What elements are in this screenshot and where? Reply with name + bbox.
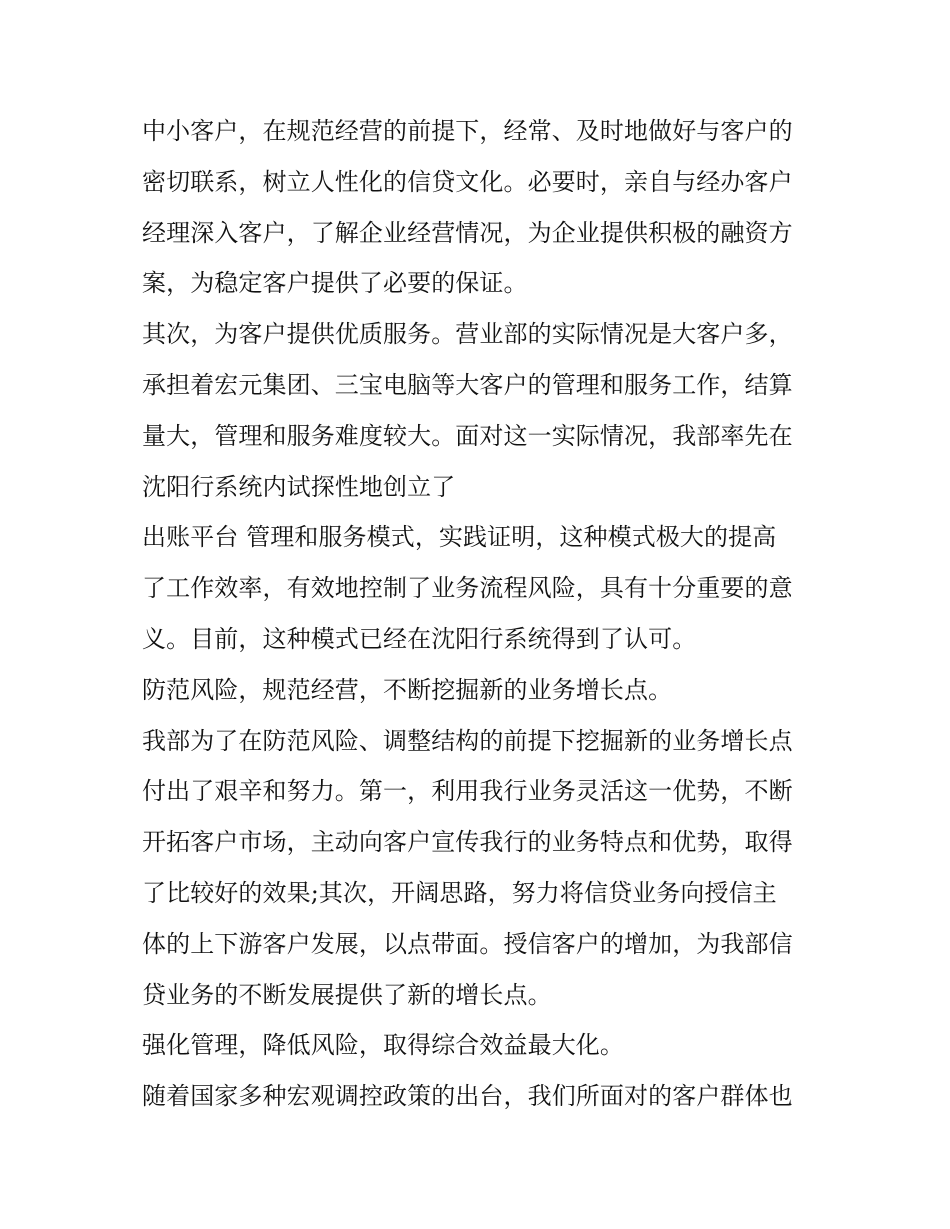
text-line: 量大，管理和服务难度较大。面对这一实际情况，我部率先在 — [142, 421, 793, 450]
section-heading: 防范风险，规范经营，不断挖掘新的业务增长点。 — [142, 675, 673, 704]
text-line: 经理深入客户，了解企业经营情况，为企业提供积极的融资方 — [142, 218, 793, 247]
text-line: 案，为稳定客户提供了必要的保证。 — [142, 269, 528, 298]
text-line: 了比较好的效果;其次，开阔思路，努力将信贷业务向授信主 — [142, 878, 777, 907]
text-line: 付出了艰辛和努力。第一，利用我行业务灵活这一优势，不断 — [142, 777, 793, 806]
text-line: 体的上下游客户发展，以点带面。授信客户的增加，为我部信 — [142, 929, 793, 958]
text-line: 了工作效率，有效地控制了业务流程风险，具有十分重要的意 — [142, 574, 793, 603]
text-line: 中小客户，在规范经营的前提下，经常、及时地做好与客户的 — [142, 117, 793, 145]
text-line: 随着国家多种宏观调控政策的出台，我们所面对的客户群体也 — [142, 1082, 793, 1111]
section-heading: 强化管理，降低风险，取得综合效益最大化。 — [142, 1031, 624, 1060]
text-line: 贷业务的不断发展提供了新的增长点。 — [142, 980, 552, 1009]
text-line: 义。目前，这种模式已经在沈阳行系统得到了认可。 — [142, 624, 697, 653]
document-body — [142, 106, 822, 1122]
text-line: 承担着宏元集团、三宝电脑等大客户的管理和服务工作，结算 — [142, 370, 793, 399]
text-line: 沈阳行系统内试探性地创立了 — [142, 472, 456, 501]
text-line: 出账平台 管理和服务模式，实践证明，这种模式极大的提高 — [142, 523, 777, 552]
text-line: 开拓客户市场，主动向客户宣传我行的业务特点和优势，取得 — [142, 828, 793, 857]
text-line: 密切联系，树立人性化的信贷文化。必要时，亲自与经办客户 — [142, 167, 793, 196]
text-line: 其次，为客户提供优质服务。营业部的实际情况是大客户多， — [142, 320, 793, 349]
text-line: 我部为了在防范风险、调整结构的前提下挖掘新的业务增长点 — [142, 726, 793, 755]
